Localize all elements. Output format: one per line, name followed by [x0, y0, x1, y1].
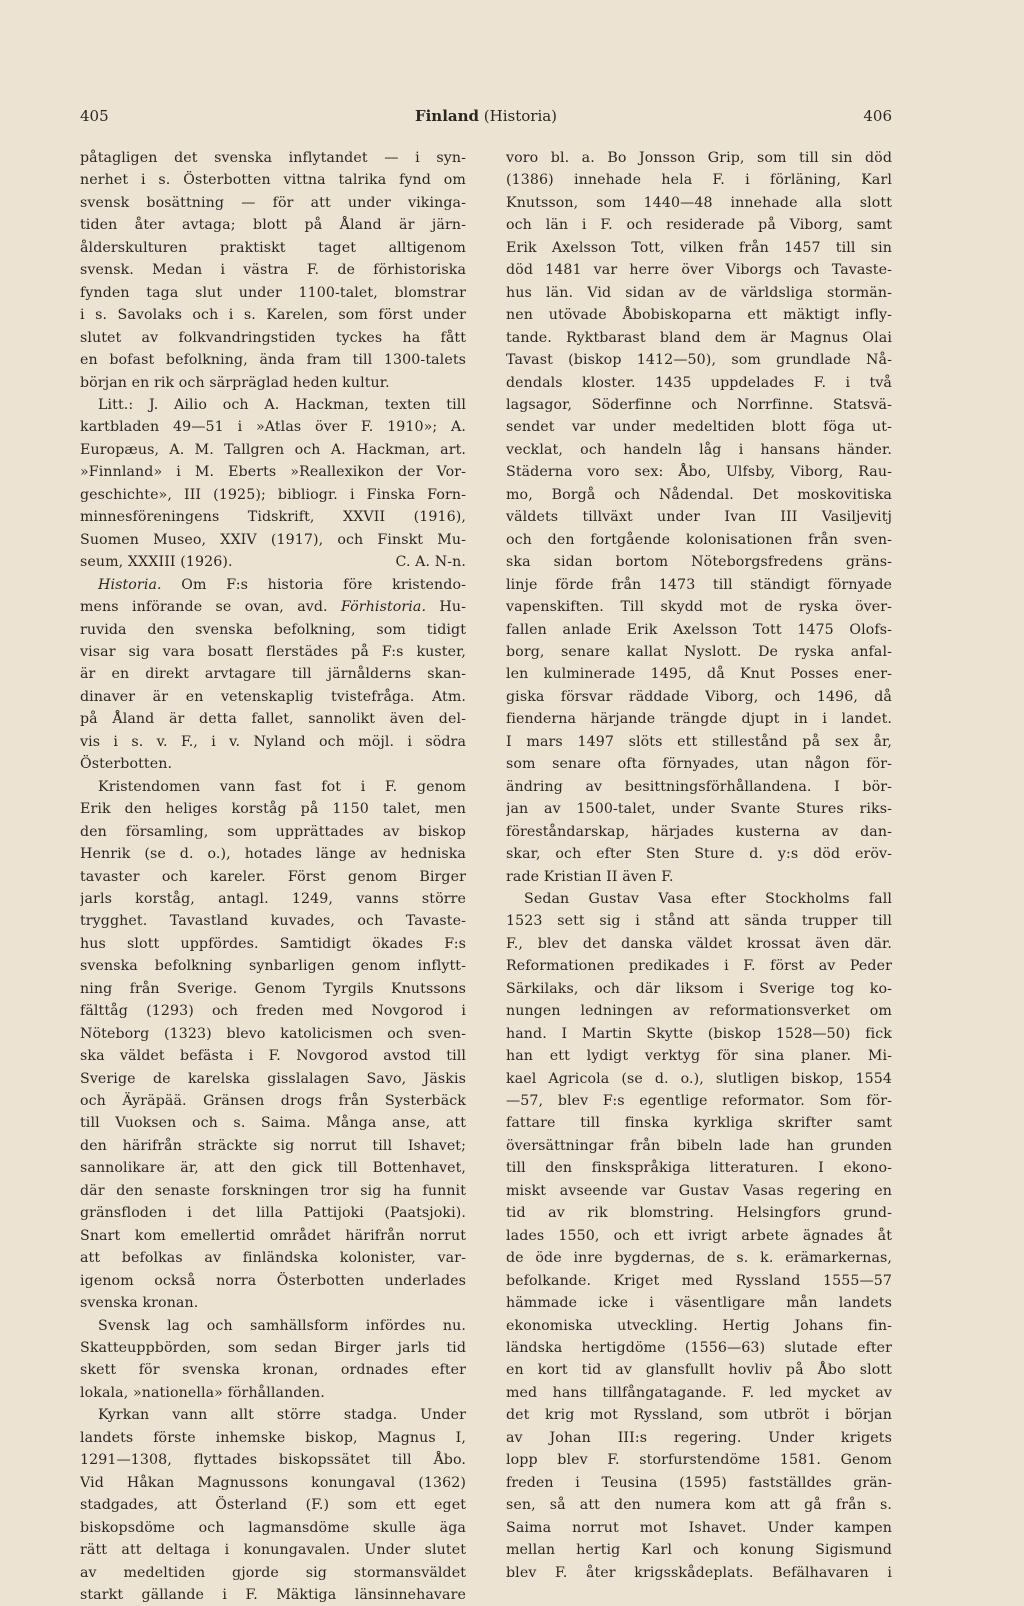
line-text: befolkande. Kriget med Ryssland 1555—57 [506, 1272, 892, 1289]
line-text: 1523 sett sig i stånd att sända trupper till [506, 913, 892, 930]
text-line [506, 372, 892, 394]
text-line [506, 731, 892, 753]
line-text: svensk. Medan i västra F. de förhistoriska [80, 262, 466, 279]
text-line [506, 461, 892, 483]
line-text: igenom också norra Österbotten underlades [80, 1272, 466, 1289]
text-line [506, 327, 892, 349]
line-text: mellan hertig Karl och konung Sigismund [506, 1542, 892, 1559]
text-line [80, 1023, 466, 1045]
text-line [506, 1090, 892, 1112]
text-line [506, 506, 892, 528]
text-line [506, 798, 892, 820]
text-line [506, 574, 892, 596]
text-line [80, 237, 466, 259]
text-line [80, 686, 466, 708]
text-line [80, 1292, 466, 1314]
line-text: jarls korståg, antagl. 1249, vanns större [80, 890, 466, 907]
line-text: skett för svenska kronan, ordnades efter [80, 1362, 466, 1379]
page-number-left: 405 [80, 107, 109, 125]
line-text: 1291—1308, flyttades biskopssätet till Åbo. [80, 1452, 466, 1469]
line-text: Sverige de karelska gisslalagen Savo, Jäskis [80, 1070, 466, 1087]
text-line [80, 619, 466, 641]
text-line [506, 1494, 892, 1516]
text-line [506, 259, 892, 281]
text-line [80, 641, 466, 663]
text-line [80, 349, 466, 371]
page-number-right: 406 [863, 107, 892, 125]
text-line [80, 1247, 466, 1269]
line-text: sen, så att den numera kom att gå från s. [506, 1497, 892, 1514]
running-title-rest: (Historia) [479, 107, 558, 125]
line-text: och den fortgående kolonisationen från sven- [506, 531, 892, 548]
text-line [80, 529, 466, 551]
line-text: hus län. Vid sidan av de världsliga stormän- [506, 284, 892, 301]
text-line [506, 1315, 892, 1337]
text-line [80, 596, 466, 618]
text-line [506, 439, 892, 461]
text-line [506, 282, 892, 304]
line-text: Knutsson, som 1440—48 innehade alla slott [506, 194, 892, 211]
line-text: landets förste inhemske biskop, Magnus I, [80, 1429, 466, 1446]
text-line [506, 910, 892, 932]
line-text: tid av rik blomstring. Helsingfors grund- [506, 1205, 892, 1222]
line-text: kael Agricola (se d. o.), slutligen biskop, 1554 [506, 1070, 892, 1087]
line-text: voro bl. a. Bo Jonsson Grip, som till sin död [506, 150, 892, 166]
line-text: till den finskspråkiga litteraturen. I ekono- [506, 1160, 892, 1177]
text-line [80, 282, 466, 304]
text-line [80, 955, 466, 977]
line-text: Vid Håkan Magnussons konungaval (1362) [80, 1474, 466, 1491]
line-text: trygghet. Tavastland kuvades, och Tavaste- [80, 913, 466, 930]
line-text: Suomen Museo, XXIV (1917), och Finskt Mu- [80, 531, 466, 548]
text-line [80, 708, 466, 730]
text-line [80, 843, 466, 865]
line-text: (1386) innehade hela F. i förläning, Karl [506, 172, 892, 189]
text-line [80, 821, 466, 843]
text-line [506, 753, 892, 775]
line-text: Särkilaks, och där liksom i Sverige tog ko- [506, 980, 892, 997]
text-line [506, 686, 892, 708]
text-line [506, 1382, 892, 1404]
text-line [80, 1090, 466, 1112]
line-text: tande. Ryktbarast bland dem är Magnus Olai [506, 329, 892, 346]
line-text: dendals kloster. 1435 uppdelades F. i två [506, 374, 892, 391]
line-text: svenska befolkning synbarligen genom inflytt- [80, 958, 466, 975]
text-line [506, 641, 892, 663]
text-line [506, 1472, 892, 1494]
line-text: Österbotten. [80, 756, 173, 773]
line-text: död 1481 var herre över Viborgs och Tavaste- [506, 262, 892, 279]
line-text: seum, XXXIII (1926). [80, 554, 233, 571]
line-text: där den senaste forskningen tror sig ha funnit [80, 1182, 466, 1199]
line-text: översättningar från bibeln lade han grunden [506, 1137, 892, 1154]
text-line [80, 888, 466, 910]
text-line [506, 237, 892, 259]
text-line [80, 484, 466, 506]
author-signature: C. A. N-n. [395, 554, 466, 571]
line-text: hus slott uppfördes. Samtidigt ökades F:s [80, 935, 466, 952]
line-text: starkt gällande i F. Mäktiga länsinnehavare [80, 1587, 466, 1603]
line-text: rätt att deltaga i konungavalen. Under slutet [80, 1542, 466, 1559]
text-line [506, 843, 892, 865]
line-text: nungen ledningen av reformationsverket om [506, 1003, 892, 1020]
text-line [80, 1337, 466, 1359]
line-text: till Vuoksen och s. Saima. Många anse, att [80, 1115, 466, 1132]
line-text: borg, senare kallat Nyslott. De ryska anfal- [506, 643, 892, 660]
text-line [506, 147, 892, 169]
text-line [80, 147, 466, 169]
text-line [80, 416, 466, 438]
line-text: i s. Savolaks och i s. Karelen, som först under [80, 307, 466, 324]
text-line [80, 1539, 466, 1561]
text-line [80, 1449, 466, 1471]
text-line [506, 933, 892, 955]
text-line [80, 776, 466, 798]
line-text: F., blev det danska väldet krossat även där. [506, 935, 892, 952]
line-text: Hu- [426, 599, 466, 616]
text-line [80, 304, 466, 326]
line-text: nerhet i s. Österbotten vittna talrika fynd om [80, 172, 466, 189]
text-line [506, 214, 892, 236]
line-text: freden i Teusina (1595) fastställdes grän- [506, 1474, 892, 1491]
line-text: sannolikare är, att den gick till Bottenhavet, [80, 1160, 466, 1177]
line-text: och län i F. och residerade på Viborg, samt [506, 217, 892, 234]
text-line [80, 1068, 466, 1090]
text-line [506, 169, 892, 191]
text-line [506, 821, 892, 843]
text-line [80, 1359, 466, 1381]
cross-reference-italic: Förhistoria. [341, 599, 427, 616]
line-text: sendet var under medeltiden blott föga ut- [506, 419, 892, 436]
line-text: fälttåg (1293) och freden med Novgorod i [80, 1003, 466, 1020]
line-text: ekonomiska utveckling. Hertig Johans fin- [506, 1317, 892, 1334]
line-text: linje förde från 1473 till ständigt förnyade [506, 576, 892, 593]
line-text: Snart kom emellertid området härifrån norrut [80, 1227, 466, 1244]
line-text: han ett lydigt verktyg för sina planer. Mi- [506, 1048, 892, 1065]
line-text: visar sig vara bosatt flerstädes på F:s kuster, [80, 643, 466, 660]
text-line [506, 1517, 892, 1539]
text-line [506, 529, 892, 551]
text-line [506, 1180, 892, 1202]
line-text: en kort tid av glansfullt hovliv på Åbo slott [506, 1362, 892, 1379]
text-line [80, 1517, 466, 1539]
text-line [80, 1315, 466, 1337]
text-line [506, 1157, 892, 1179]
text-line [80, 1427, 466, 1449]
line-text: den härifrån sträckte sig norrut till Ishavet; [80, 1137, 466, 1154]
line-text: biskopsdöme och lagmansdöme skulle äga [80, 1519, 466, 1536]
text-line [80, 1494, 466, 1516]
line-text: Reformationen predikades i F. först av Peder [506, 958, 892, 975]
text-line [506, 1202, 892, 1224]
text-line [506, 1112, 892, 1134]
text-line [506, 1270, 892, 1292]
text-line [506, 1023, 892, 1045]
text-line [80, 461, 466, 483]
text-line [80, 439, 466, 461]
line-text: av Johan III:s regering. Under krigets [506, 1429, 892, 1446]
line-text: Saima norrut mot Ishavet. Under kampen [506, 1519, 892, 1536]
text-line [506, 394, 892, 416]
line-text: Tavast (biskop 1412—50), som grundlade Nå- [506, 352, 892, 369]
text-line [506, 349, 892, 371]
text-line [80, 169, 466, 191]
text-line [80, 1562, 466, 1584]
line-text: Nöteborg (1323) blevo katolicismen och sven- [80, 1025, 466, 1042]
line-text: ländska hertigdöme (1556—63) slutade efter [506, 1340, 892, 1357]
line-text: giska försvar räddade Viborg, och 1496, då [506, 688, 892, 705]
text-line [80, 1382, 466, 1404]
text-line [506, 978, 892, 1000]
line-text: på Åland är detta fallet, sannolikt även del- [80, 711, 466, 728]
text-line [80, 259, 466, 281]
line-text: med hans tillfångatagande. F. led mycket av [506, 1384, 892, 1401]
text-line [80, 866, 466, 888]
line-text: påtagligen det svenska inflytandet — i syn- [80, 150, 466, 166]
text-line [80, 1112, 466, 1134]
line-text: jan av 1500-talet, under Svante Stures riks- [506, 801, 892, 818]
text-line [506, 955, 892, 977]
line-text: miskt avseende var Gustav Vasas regering en [506, 1182, 892, 1199]
text-line [80, 394, 466, 416]
line-text: len kulminerade 1495, då Knut Posses ener- [506, 666, 892, 683]
text-line [80, 1045, 466, 1067]
text-line [506, 551, 892, 573]
line-text: »Finnland» i M. Eberts »Reallexikon der Vor- [80, 464, 466, 481]
text-line [506, 1000, 892, 1022]
line-text: lopp blev F. storfurstendöme 1581. Genom [506, 1452, 892, 1469]
right-column [506, 147, 892, 1584]
text-line [506, 1045, 892, 1067]
section-heading-italic: Historia. [98, 576, 162, 593]
text-line [506, 1404, 892, 1426]
line-text: vis i s. v. F., i v. Nyland och möjl. i södra [80, 733, 466, 750]
text-line [506, 776, 892, 798]
text-line [506, 1427, 892, 1449]
line-text: vecklat, och handeln låg i hansans händer. [506, 441, 892, 458]
line-text: Om F:s historia före kristendo- [161, 576, 466, 593]
text-line [80, 214, 466, 236]
text-line [506, 304, 892, 326]
line-text: de öde inre bygdernas, de s. k. erämarkernas, [506, 1250, 892, 1267]
text-line [80, 1472, 466, 1494]
line-text: lokala, »nationella» förhållanden. [80, 1384, 325, 1401]
line-text: blev F. åter krigsskådeplats. Befälhavaren i [506, 1564, 892, 1581]
line-text: svensk bosättning — för att under vikinga- [80, 194, 466, 211]
line-text: mo, Borgå och Nådendal. Det moskovitiska [506, 486, 892, 503]
page-header [80, 104, 892, 128]
line-text: nen utövade Åbobiskoparna ett mäktigt infly- [506, 307, 892, 324]
text-line [506, 596, 892, 618]
line-text: fynden taga slut under 1100-talet, blomstrar [80, 284, 466, 301]
line-text: I mars 1497 slöts ett stillestånd på sex år, [506, 733, 892, 750]
text-line [80, 1135, 466, 1157]
line-text: föreståndarskap, härjades kusterna av dan- [506, 823, 892, 840]
text-line [80, 327, 466, 349]
text-line [80, 372, 466, 394]
line-text: Skatteuppbörden, som sedan Birger jarls tid [80, 1340, 466, 1357]
line-text: väldets tillväxt under Ivan III Vasiljevitj [506, 509, 892, 526]
line-text: —57, blev F:s egentlige reformator. Som för- [506, 1093, 892, 1110]
line-text: fattare till finska kyrkliga skrifter samt [506, 1115, 892, 1132]
text-line [80, 506, 466, 528]
line-text: ålderskulturen praktiskt taget alltigenom [80, 239, 466, 256]
line-text: ning från Sverige. Genom Tyrgils Knutssons [80, 980, 466, 997]
text-line [80, 910, 466, 932]
line-text: av medeltiden gjorde sig stormansväldet [80, 1564, 466, 1581]
line-text: hand. I Martin Skytte (biskop 1528—50) fick [506, 1025, 892, 1042]
text-line [506, 663, 892, 685]
line-text: tiden åter avtaga; blott på Åland är järn- [80, 217, 466, 234]
text-line [506, 1135, 892, 1157]
line-text: fallen anlade Erik Axelsson Tott 1475 Olofs- [506, 621, 892, 638]
line-text: mens införande se ovan, avd. [80, 599, 341, 616]
running-title [80, 104, 892, 128]
line-text: dinaver är en vetenskaplig tvistefråga. Atm. [80, 688, 466, 705]
text-line [80, 933, 466, 955]
line-text: minnesföreningens Tidskrift, XXVII (1916), [80, 509, 466, 526]
text-line [506, 1562, 892, 1584]
line-text: lades 1550, och ett ivrigt arbete ägnades åt [506, 1227, 892, 1244]
line-text: gränsfloden i det lilla Pattijoki (Paatsjoki). [80, 1205, 466, 1222]
text-line [506, 1539, 892, 1561]
line-text: den församling, som upprättades av biskop [80, 823, 466, 840]
line-text: Kyrkan vann allt större stadga. Under [98, 1407, 466, 1424]
text-line [80, 798, 466, 820]
text-line [506, 866, 892, 888]
line-text: Sedan Gustav Vasa efter Stockholms fall [524, 890, 892, 907]
text-line [506, 1292, 892, 1314]
text-line [80, 1404, 466, 1426]
text-line [506, 1247, 892, 1269]
line-text: stadgades, att Österland (F.) som ett eget [80, 1497, 466, 1514]
line-text: Svensk lag och samhällsform infördes nu. [98, 1317, 466, 1334]
text-line [506, 416, 892, 438]
line-text: geschichte», III (1925); bibliogr. i Finska Forn- [80, 486, 466, 503]
text-line [506, 1337, 892, 1359]
text-line [80, 1270, 466, 1292]
line-text: Europæus, A. M. Tallgren och A. Hackman, art. [80, 441, 466, 458]
line-text: ska väldet befästa i F. Novgorod avstod till [80, 1048, 466, 1065]
line-text: vapenskiften. Till skydd mot de ryska över- [506, 599, 892, 616]
line-text: Städerna voro sex: Åbo, Ulfsby, Viborg, Rau- [506, 464, 892, 481]
left-column [80, 147, 466, 1606]
line-text: början en rik och särpräglad heden kultur. [80, 374, 390, 391]
line-text: det krig mot Ryssland, som utbröt i början [506, 1407, 892, 1424]
text-line [80, 1225, 466, 1247]
line-text: tavaster och kareler. Först genom Birger [80, 868, 466, 885]
line-text: lagsagor, Söderfinne och Norrfinne. Statsvä- [506, 396, 892, 413]
text-line [506, 619, 892, 641]
text-line [80, 663, 466, 685]
text-line [506, 1068, 892, 1090]
text-line [80, 1180, 466, 1202]
line-text: rade Kristian II även F. [506, 868, 674, 885]
running-title-bold: Finland [414, 107, 480, 125]
line-text: hämmade icke i väsentligare mån landets [506, 1295, 892, 1312]
line-text: som senare ofta förnyades, utan någon för- [506, 756, 892, 773]
text-line [80, 1157, 466, 1179]
line-text: fienderna härjande trängde djupt in i landet. [506, 711, 892, 728]
text-line [80, 1584, 466, 1606]
text-line [506, 484, 892, 506]
text-line [80, 753, 466, 775]
line-text: ruvida den svenska befolkning, som tidigt [80, 621, 466, 638]
text-line [506, 1449, 892, 1471]
text-line [506, 192, 892, 214]
line-text: Henrik (se d. o.), hotades länge av hedniska [80, 846, 466, 863]
text-line [80, 731, 466, 753]
text-line [506, 1225, 892, 1247]
text-line [80, 978, 466, 1000]
text-line [80, 551, 466, 573]
text-line [506, 1359, 892, 1381]
line-text: Erik den heliges korståg på 1150 talet, men [80, 801, 466, 818]
line-text: svenska kronan. [80, 1295, 199, 1312]
text-line [80, 574, 466, 596]
text-line [506, 708, 892, 730]
line-text: slutet av folkvandringstiden tyckes ha fått [80, 329, 466, 346]
line-text: att befolkas av finländska kolonister, var- [80, 1250, 466, 1267]
text-line [80, 1202, 466, 1224]
line-text: kartbladen 49—51 i »Atlas över F. 1910»; A. [80, 419, 466, 436]
line-text: skar, och efter Sten Sture d. y:s död eröv- [506, 846, 892, 863]
line-text: Kristendomen vann fast fot i F. genom [98, 778, 466, 795]
line-text: Litt.: J. Ailio och A. Hackman, texten till [98, 396, 466, 413]
text-line [80, 192, 466, 214]
line-text: Erik Axelsson Tott, vilken från 1457 till sin [506, 239, 892, 256]
line-text: och Äyräpää. Gränsen drogs från Systerbäck [80, 1093, 466, 1110]
text-line [80, 1000, 466, 1022]
line-text: ändring av besittningsförhållandena. I bör- [506, 778, 892, 795]
text-line [506, 888, 892, 910]
line-text: är en direkt arvtagare till järnålderns skan- [80, 666, 466, 683]
line-text: en bofast befolkning, ända fram till 1300-talets [80, 352, 466, 369]
line-text: ska sidan bortom Nöteborgsfredens gräns- [506, 554, 892, 571]
